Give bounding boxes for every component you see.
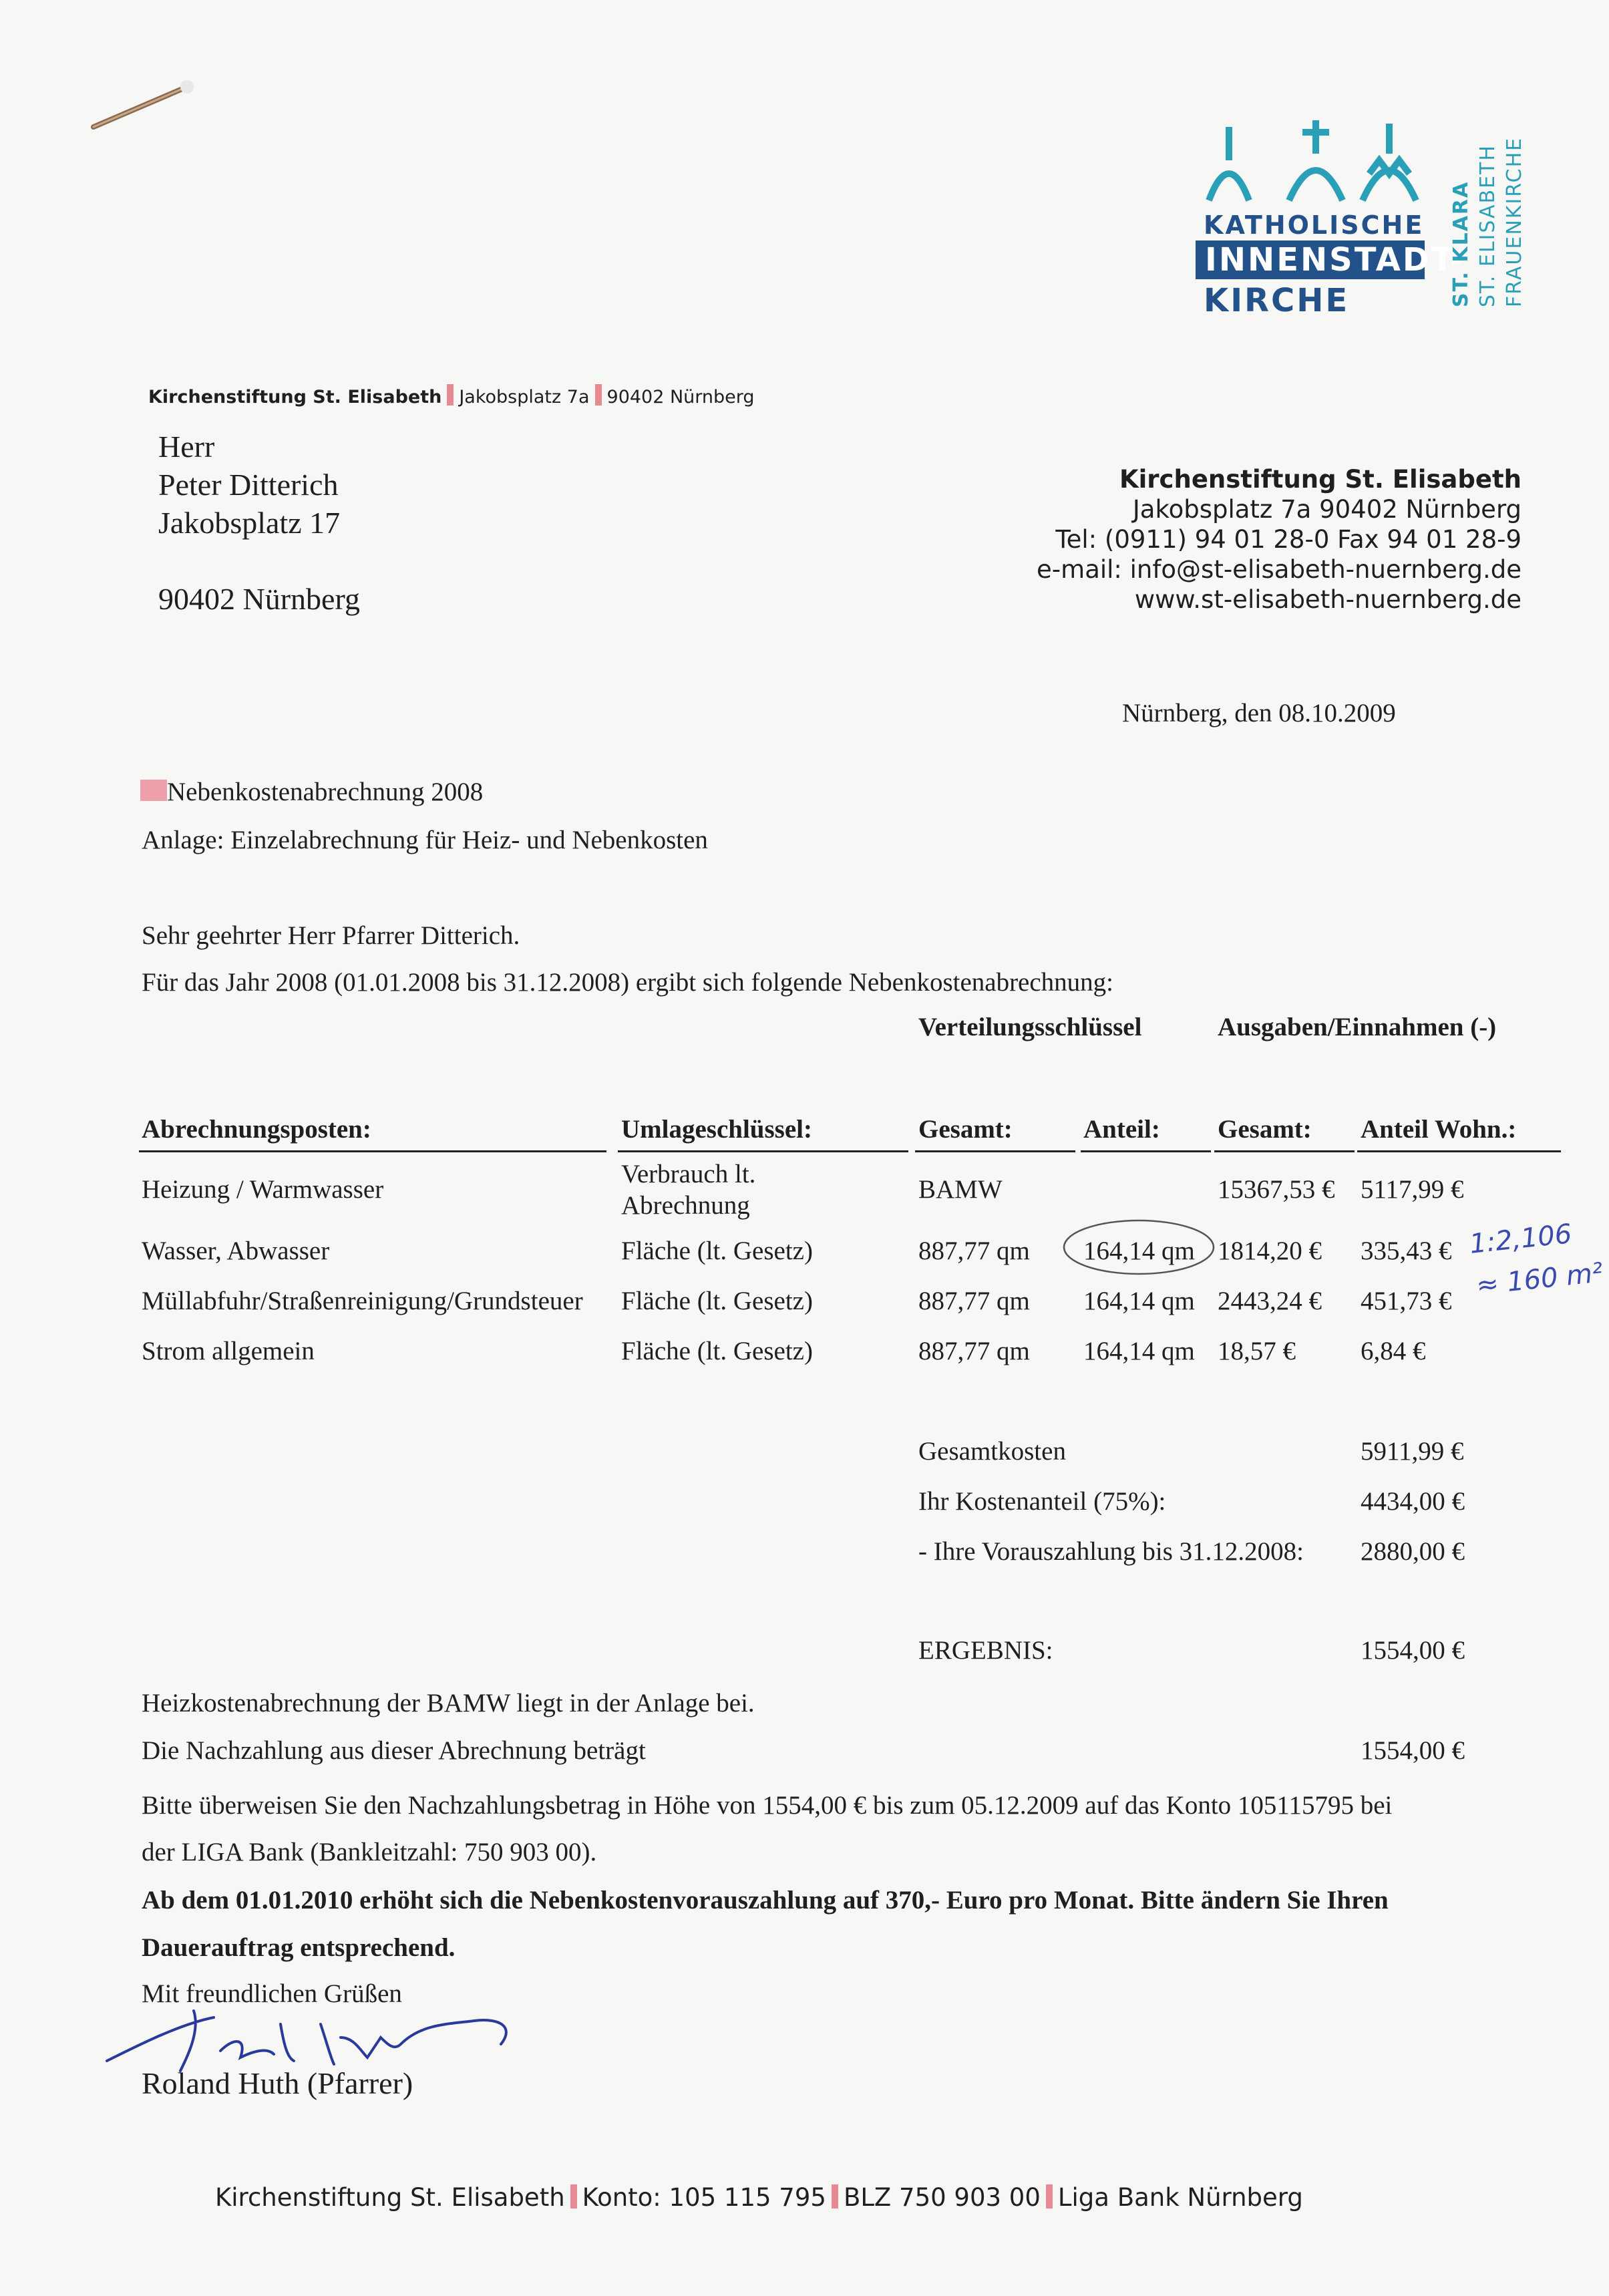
cell-schluessel: Fläche (lt. Gesetz) [621, 1237, 813, 1265]
cell-gesamt: BAMW [918, 1175, 1003, 1204]
church-logo [1196, 114, 1543, 327]
sender-block-web: www.st-elisabeth-nuernberg.de [1134, 585, 1522, 614]
cell-schluessel-2: Abrechnung [621, 1191, 750, 1220]
cell-anteil: 164,14 qm [1083, 1237, 1195, 1265]
logo-side-2: ST. ELISABETH [1476, 144, 1499, 307]
logo-line-2: INNENSTADT- [1196, 240, 1425, 279]
intro-text: Für das Jahr 2008 (01.01.2008 bis 31.12.2008) ergibt sich folgende Nebenkostenabrechnung: [142, 968, 1114, 997]
sender-block-name: Kirchenstiftung St. Elisabeth [1119, 465, 1522, 494]
recipient-name: Peter Ditterich [158, 468, 339, 502]
cell-posten: Heizung / Warmwasser [142, 1175, 384, 1204]
body-paragraph-4a: Ab dem 01.01.2010 erhöht sich die Nebenkostenvorauszahlung auf 370,- Euro pro Monat. Bitte ändern Sie Ihren [142, 1886, 1389, 1915]
logo-side-3: FRAUENKIRCHE [1503, 136, 1526, 307]
total-ergebnis-label: ERGEBNIS: [918, 1636, 1053, 1665]
total-gesamtkosten-label: Gesamtkosten [918, 1437, 1066, 1466]
cell-ausgaben: 2443,24 € [1218, 1287, 1322, 1315]
sender-block-email: e-mail: info@st-elisabeth-nuernberg.de [1037, 555, 1522, 584]
cell-posten: Müllabfuhr/Straßenreinigung/Grundsteuer [142, 1287, 583, 1315]
header-posten: Abrechnungsposten: [142, 1115, 371, 1144]
cell-schluessel: Verbrauch lt. [621, 1160, 756, 1188]
subject-line: Nebenkostenabrechnung 2008 [167, 778, 484, 806]
cell-anteil: 164,14 qm [1083, 1287, 1195, 1315]
footer-name: Kirchenstiftung St. Elisabeth [215, 2183, 565, 2212]
sender-line-street: Jakobsplatz 7a [459, 387, 590, 407]
separator [1046, 2184, 1053, 2208]
cell-wohn: 6,84 € [1361, 1337, 1426, 1365]
cell-anteil: 164,14 qm [1083, 1337, 1195, 1365]
subject-marker [140, 780, 167, 801]
group-header-verteilung: Verteilungsschlüssel [918, 1013, 1142, 1041]
attachment-line: Anlage: Einzelabrechnung für Heiz- und Nebenkosten [142, 826, 708, 854]
church-silhouettes-icon [1202, 114, 1429, 207]
handwritten-note-2: ≈ 160 m² [1475, 1257, 1605, 1301]
body-paragraph-3a: Bitte überweisen Sie den Nachzahlungsbetrag in Höhe von 1554,00 € bis zum 05.12.2009 auf das Konto 105115795 bei [142, 1791, 1393, 1820]
cell-gesamt: 887,77 qm [918, 1337, 1030, 1365]
body-paragraph-2: Die Nachzahlung aus dieser Abrechnung beträgt [142, 1736, 646, 1765]
cell-gesamt: 887,77 qm [918, 1287, 1030, 1315]
header-anteil-wohn: Anteil Wohn.: [1361, 1115, 1517, 1144]
header-schluessel: Umlageschlüssel: [621, 1115, 812, 1144]
body-paragraph-3b: der LIGA Bank (Bankleitzahl: 750 903 00). [142, 1838, 597, 1866]
cell-posten: Wasser, Abwasser [142, 1237, 330, 1265]
greeting: Sehr geehrter Herr Pfarrer Ditterich. [142, 921, 520, 950]
body-paragraph-4b: Dauerauftrag entsprechend. [142, 1933, 456, 1962]
header-underline-3 [915, 1150, 1075, 1152]
total-voraus-label: - Ihre Vorauszahlung bis 31.12.2008: [918, 1537, 1304, 1566]
cell-schluessel: Fläche (lt. Gesetz) [621, 1287, 813, 1315]
cell-ausgaben: 18,57 € [1218, 1337, 1296, 1365]
group-header-ausgaben: Ausgaben/Einnahmen (-) [1218, 1013, 1497, 1041]
header-gesamt-1: Gesamt: [918, 1115, 1013, 1144]
closing: Mit freundlichen Grüßen [142, 1979, 402, 2008]
body-paragraph-1: Heizkostenabrechnung der BAMW liegt in der Anlage bei. [142, 1689, 755, 1717]
recipient-city: 90402 Nürnberg [158, 582, 360, 616]
staple-mark [80, 67, 207, 147]
header-gesamt-2: Gesamt: [1218, 1115, 1312, 1144]
logo-line-1: KATHOLISCHE [1204, 210, 1425, 240]
header-underline-4 [1081, 1150, 1211, 1152]
recipient-salutation: Herr [158, 430, 215, 464]
separator [447, 384, 454, 405]
total-ergebnis-value: 1554,00 € [1361, 1636, 1465, 1665]
letter-date: Nürnberg, den 08.10.2009 [1122, 699, 1396, 727]
cell-ausgaben: 15367,53 € [1218, 1175, 1335, 1204]
sender-block-phone: Tel: (0911) 94 01 28-0 Fax 94 01 28-9 [1055, 525, 1522, 554]
header-underline-2 [618, 1150, 908, 1152]
separator [832, 2184, 838, 2208]
signer-name: Roland Huth (Pfarrer) [142, 2066, 413, 2100]
header-underline-1 [139, 1150, 606, 1152]
footer-konto: Konto: 105 115 795 [582, 2183, 826, 2212]
separator [595, 384, 602, 405]
cell-posten: Strom allgemein [142, 1337, 315, 1365]
recipient-street: Jakobsplatz 17 [158, 506, 341, 540]
header-anteil: Anteil: [1083, 1115, 1160, 1144]
recipient-address [158, 428, 360, 618]
footer [215, 2183, 1303, 2212]
logo-side-text [1443, 114, 1536, 314]
cell-ausgaben: 1814,20 € [1218, 1237, 1322, 1265]
separator [570, 2184, 577, 2208]
total-gesamtkosten-value: 5911,99 € [1361, 1437, 1464, 1466]
total-anteil-value: 4434,00 € [1361, 1487, 1465, 1516]
header-underline-5 [1214, 1150, 1355, 1152]
cell-schluessel: Fläche (lt. Gesetz) [621, 1337, 813, 1365]
body-paragraph-2-value: 1554,00 € [1361, 1736, 1465, 1765]
sender-line-city: 90402 Nürnberg [606, 387, 755, 407]
header-underline-6 [1357, 1150, 1561, 1152]
logo-side-1: ST. KLARA [1449, 180, 1473, 307]
cell-wohn: 335,43 € [1361, 1237, 1452, 1265]
sender-block [1037, 464, 1522, 615]
sender-block-address: Jakobsplatz 7a 90402 Nürnberg [1132, 495, 1522, 524]
sender-line-name: Kirchenstiftung St. Elisabeth [148, 387, 442, 407]
total-anteil-label: Ihr Kostenanteil (75%): [918, 1487, 1166, 1516]
handwritten-note-1: 1:2,106 [1468, 1218, 1574, 1260]
sender-line [148, 384, 755, 407]
logo-line-3: KIRCHE [1204, 282, 1350, 319]
total-voraus-value: 2880,00 € [1361, 1537, 1465, 1566]
cell-gesamt: 887,77 qm [918, 1237, 1030, 1265]
cell-wohn: 451,73 € [1361, 1287, 1452, 1315]
footer-blz: BLZ 750 903 00 [843, 2183, 1041, 2212]
handdrawn-circle [1055, 1212, 1222, 1279]
cell-wohn: 5117,99 € [1361, 1175, 1464, 1204]
footer-bank: Liga Bank Nürnberg [1057, 2183, 1303, 2212]
